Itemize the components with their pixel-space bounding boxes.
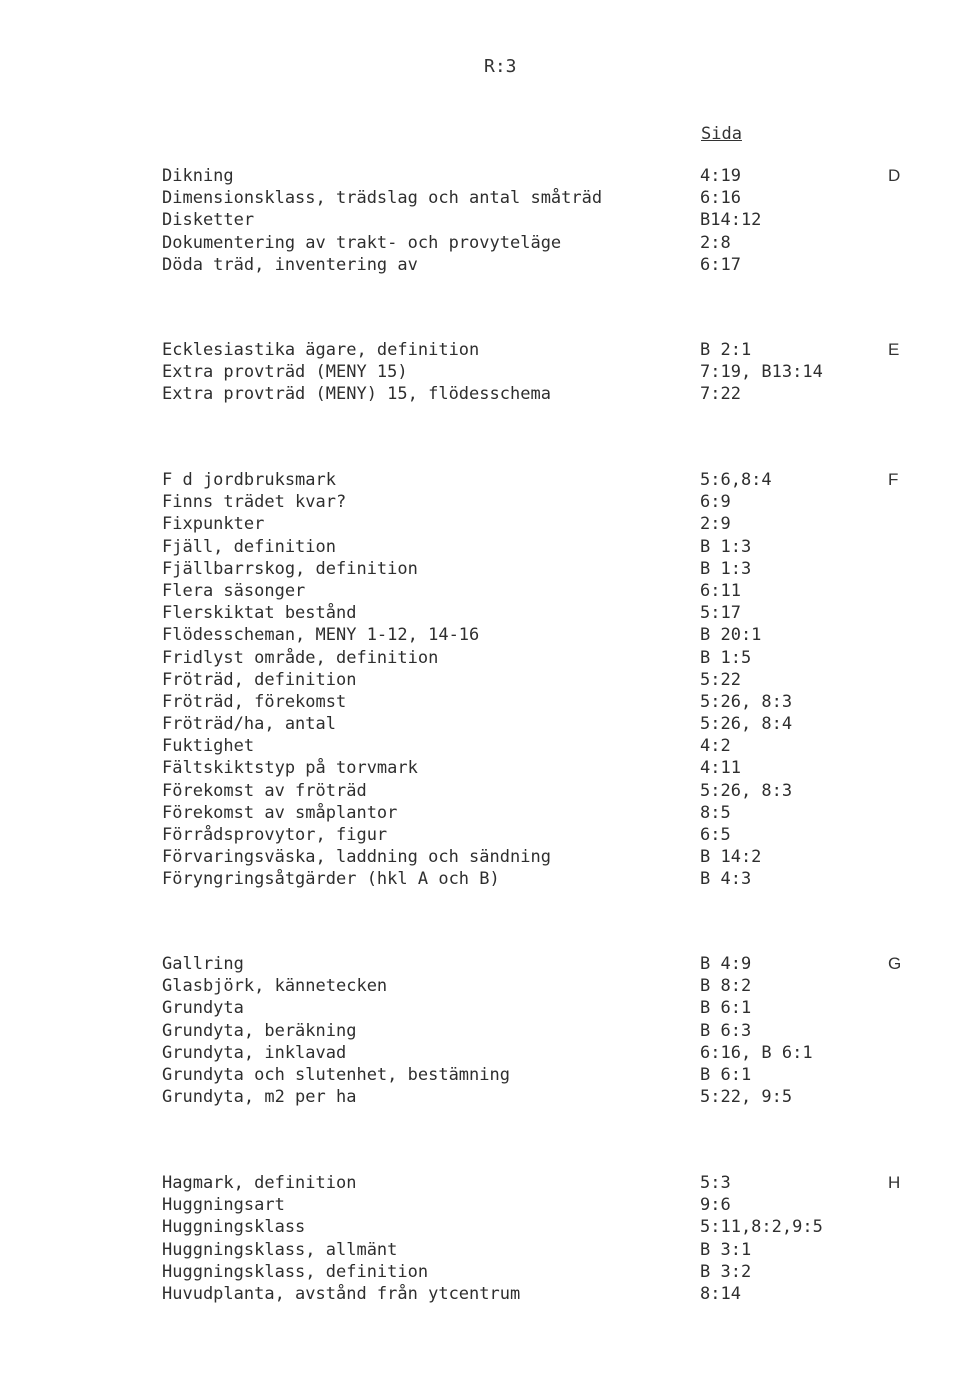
index-term: Ecklesiastika ägare, definition [162,340,480,360]
page-reference: 5:26, 8:3 [700,691,793,712]
index-term: Grundyta, inklavad [162,1042,347,1063]
index-entry [0,513,960,535]
index-entry [0,1261,960,1283]
page-reference: 2:9 [700,514,731,535]
page-reference: 5:3 [700,1173,731,1193]
page-reference: 5:22 [700,669,741,690]
index-entry [0,602,960,624]
page-reference: 6:16, B 6:1 [700,1042,813,1063]
index-term: Fältskiktstyp på torvmark [162,758,418,779]
index-term: Fröträd/ha, antal [162,714,336,735]
page-reference: 5:26, 8:4 [700,714,793,735]
index-term: Grundyta, m2 per ha [162,1087,357,1108]
index-entry [0,997,960,1019]
index-entry [0,165,960,187]
index-entry [0,1086,960,1108]
index-term: Döda träd, inventering av [162,254,418,275]
index-term: Huggningsklass, allmänt [162,1239,398,1260]
page-reference: 8:14 [700,1283,741,1304]
page-reference: B14:12 [700,210,762,231]
page-reference: 5:11,8:2,9:5 [700,1217,823,1238]
index-entry [0,536,960,558]
section-letter: H [888,1173,901,1192]
section-letter: F [888,470,899,489]
index-term: Dokumentering av trakt- och provyteläge [162,232,562,253]
index-term: Dimensionsklass, trädslag och antal småträd [162,188,603,209]
index-term: Förrådsprovytor, figur [162,825,388,845]
page-reference: B 1:3 [700,536,752,557]
page-reference: B 2:1 [700,340,752,360]
page-reference: B 3:2 [700,1261,752,1282]
index-entry [0,383,960,405]
index-term: Glasbjörk, kännetecken [162,976,388,997]
index-entry [0,491,960,513]
index-entry [0,1042,960,1064]
page-reference: B 4:3 [700,869,752,890]
index-entry [0,824,960,846]
section-letter: G [888,954,902,973]
index-section-d [0,165,960,276]
index-entry [0,713,960,735]
index-entry [0,802,960,824]
page-reference: 2:8 [700,232,731,253]
index-term: Grundyta, beräkning [162,1020,357,1041]
index-entry [0,846,960,868]
index-section-e [0,339,960,406]
index-entry [0,209,960,231]
index-term: Flödesscheman, MENY 1-12, 14-16 [162,625,480,646]
page-reference: B 6:1 [700,1064,752,1085]
page-reference: 4:2 [700,736,731,757]
index-term: Föryngringsåtgärder (hkl A och B) [162,869,500,890]
index-entry [0,254,960,276]
index-term: Dikning [162,166,234,186]
index-entry [0,1064,960,1086]
index-entry [0,647,960,669]
index-term: Fjällbarrskog, definition [162,558,418,579]
page-reference: B 20:1 [700,625,762,646]
index-entry [0,1216,960,1238]
index-term: Gallring [162,954,244,974]
index-term: Grundyta och slutenhet, bestämning [162,1064,510,1085]
index-term: Fröträd, definition [162,669,357,690]
page-reference: 6:11 [700,580,741,601]
page-reference: 5:26, 8:3 [700,780,793,801]
page-reference: 6:17 [700,254,741,275]
index-entry [0,624,960,646]
index-term: Flerskiktat bestånd [162,603,357,624]
page-number: R:3 [484,56,517,77]
page-reference: 4:11 [700,758,741,779]
index-entry [0,1283,960,1305]
index-entry [0,361,960,383]
page-reference: 7:22 [700,384,741,405]
index-section-h [0,1172,960,1305]
page-reference: B 4:9 [700,954,752,974]
page-reference: 7:19, B13:14 [700,362,823,383]
index-term: F d jordbruksmark [162,470,336,490]
index-entry [0,669,960,691]
index-entry [0,975,960,997]
index-term: Förvaringsväska, laddning och sändning [162,847,551,868]
index-entry [0,232,960,254]
page-column-header: Sida [701,124,742,144]
index-entry [0,469,960,491]
index-term: Hagmark, definition [162,1173,357,1193]
index-entry [0,757,960,779]
page-reference: B 1:3 [700,558,752,579]
index-entry [0,780,960,802]
index-entry [0,580,960,602]
index-entry [0,953,960,975]
page-reference: B 1:5 [700,647,752,668]
index-entry [0,558,960,580]
page-reference: B 6:1 [700,998,752,1019]
page-reference: 5:17 [700,603,741,624]
index-section-g [0,953,960,1108]
page-reference: 4:19 [700,166,741,186]
page-reference: 5:6,8:4 [700,470,772,490]
index-term: Fixpunkter [162,514,265,535]
index-term: Fuktighet [162,736,255,757]
page-reference: 6:9 [700,492,731,513]
index-entry [0,1020,960,1042]
index-entry [0,868,960,890]
index-term: Extra provträd (MENY) 15, flödesschema [162,384,551,405]
index-entry [0,1172,960,1194]
index-term: Extra provträd (MENY 15) [162,362,408,383]
index-term: Finns trädet kvar? [162,492,347,513]
page-reference: B 6:3 [700,1020,752,1041]
index-entry [0,1239,960,1261]
index-entry [0,735,960,757]
index-entry [0,187,960,209]
index-term: Fridlyst område, definition [162,647,439,668]
page-reference: 9:6 [700,1195,731,1216]
page-reference: 8:5 [700,802,731,823]
page-reference: B 3:1 [700,1239,752,1260]
index-term: Disketter [162,210,255,231]
page-reference: 5:22, 9:5 [700,1087,793,1108]
index-term: Förekomst av småplantor [162,802,398,823]
index-term: Fjäll, definition [162,536,336,557]
index-term: Förekomst av fröträd [162,780,367,801]
index-term: Grundyta [162,998,244,1019]
page-reference: B 8:2 [700,976,752,997]
index-section-f [0,469,960,891]
index-term: Flera säsonger [162,580,306,601]
section-letter: D [888,166,901,185]
page-reference: 6:5 [700,825,731,845]
index-term: Huggningsklass, definition [162,1261,429,1282]
index-entry [0,339,960,361]
index-term: Fröträd, förekomst [162,691,347,712]
page-reference: 6:16 [700,188,741,209]
index-term: Huggningsklass [162,1217,306,1238]
page-reference: B 14:2 [700,847,762,868]
index-entry [0,691,960,713]
index-term: Huvudplanta, avstånd från ytcentrum [162,1283,521,1304]
section-letter: E [888,340,900,359]
index-entry [0,1194,960,1216]
index-term: Huggningsart [162,1195,285,1216]
